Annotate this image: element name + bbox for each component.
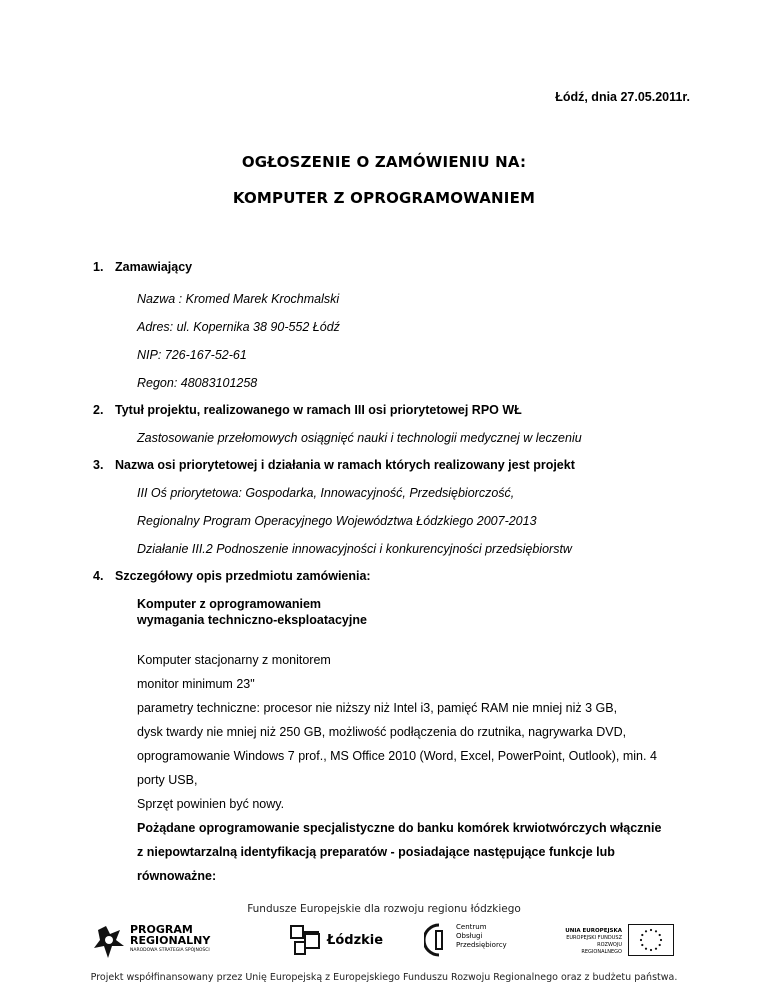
software-requirement: równoważne: xyxy=(137,869,217,883)
document-date: Łódź, dnia 27.05.2011r. xyxy=(555,90,690,104)
spec-line: dysk twardy nie mniej niż 250 GB, możliwość podłączenia do rzutnika, nagrywarka DVD, xyxy=(137,725,627,739)
orderer-regon: Regon: 48083101258 xyxy=(137,376,258,390)
document-title: OGŁOSZENIE O ZAMÓWIENIU NA: xyxy=(241,153,527,171)
orderer-name: Nazwa : Kromed Marek Krochmalski xyxy=(137,292,340,306)
cop-logo: Centrum Obsługi Przedsiębiorcy xyxy=(424,920,504,960)
software-requirement: z niepowtarzalną identyfikacją preparatów - posiadające następujące funkcje lub xyxy=(137,845,615,859)
priority-axis: III Oś priorytetowa: Gospodarka, Innowacyjność, Przedsiębiorczość, xyxy=(137,486,515,500)
section-3-heading: 3. Nazwa osi priorytetowej i działania w ramach których realizowany jest projekt xyxy=(93,458,575,472)
section-2-heading: 2. Tytuł projektu, realizowanego w ramach III osi priorytetowej RPO WŁ xyxy=(93,403,522,417)
spec-line: parametry techniczne: procesor nie niższy niż Intel i3, pamięć RAM nie mniej niż 3 GB, xyxy=(137,701,618,715)
footer-tagline: Fundusze Europejskie dla rozwoju regionu łódzkiego xyxy=(247,903,521,915)
spec-line: oprogramowanie Windows 7 prof., MS Office 2010 (Word, Excel, PowerPoint, Outlook), min. 4 xyxy=(137,749,657,763)
item-requirements-heading: wymagania techniczno-eksploatacyjne xyxy=(137,613,367,627)
lodzkie-logo: Łódzkie xyxy=(289,922,379,960)
program-regionalny-logo: PROGRAM REGIONALNY NARODOWA STRATEGIA SPÓJNOŚCI xyxy=(92,922,232,962)
section-1-heading: 1. Zamawiający xyxy=(93,260,193,274)
action-line: Działanie III.2 Podnoszenie innowacyjności i konkurencyjności przedsiębiorstw xyxy=(137,542,572,556)
software-requirement: Pożądane oprogramowanie specjalistyczne do banku komórek krwiotwórczych włącznie xyxy=(137,821,662,835)
orderer-nip: NIP: 726-167-52-61 xyxy=(137,348,247,362)
document-subtitle: KOMPUTER Z OPROGRAMOWANIEM xyxy=(232,189,536,207)
eu-flag-icon xyxy=(628,924,674,956)
section-4-heading: 4. Szczegółowy opis przedmiotu zamówienia: xyxy=(93,569,371,583)
lodzkie-icon xyxy=(289,924,323,958)
eu-logo: UNIA EUROPEJSKA EUROPEJSKI FUNDUSZ ROZWOJU REGIONALNEGO xyxy=(560,924,676,960)
spec-line: Komputer stacjonarny z monitorem xyxy=(137,653,331,667)
regional-program: Regionalny Program Operacyjnego Województwa Łódzkiego 2007-2013 xyxy=(137,514,537,528)
cop-icon xyxy=(424,923,454,957)
project-title: Zastosowanie przełomowych osiągnięć nauki i technologii medycznej w leczeniu xyxy=(137,431,582,445)
orderer-address: Adres: ul. Kopernika 38 90-552 Łódź xyxy=(137,320,340,334)
program-regionalny-icon xyxy=(92,924,126,960)
spec-line: monitor minimum 23" xyxy=(137,677,255,691)
spec-line: porty USB, xyxy=(137,773,198,787)
footer-cofinancing-note: Projekt współfinansowany przez Unię Europejską z Europejskiego Funduszu Rozwoju Regionalnego oraz z budżetu państwa. xyxy=(90,972,678,983)
item-name: Komputer z oprogramowaniem xyxy=(137,597,322,611)
spec-line: Sprzęt powinien być nowy. xyxy=(137,797,285,811)
